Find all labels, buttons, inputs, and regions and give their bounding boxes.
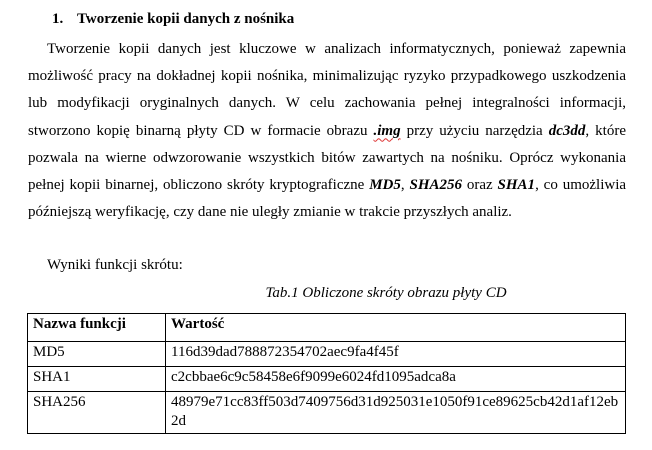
table-row [28,367,626,392]
function-name-cell: MD5 [28,342,166,367]
sha256-term: SHA256 [409,177,462,194]
section-title: Tworzenie kopii danych z nośnika [77,11,295,27]
image-format-term: .img [373,122,401,139]
table-row [28,392,626,434]
hash-value-cell: 48979e71cc83ff503d7409756d31d925031e1050f91ce89625cb42d1af12eb2d [166,392,626,434]
para-text-5: , co umożliwia późniejszą weryfikację, czy dane nie uległy zmianie w trakcie przyszłych analiz. [28,177,627,221]
para-text-3: , które pozwala na wierne odwzorowanie wszystkich bitów zawartych na nośniku. Oprócz wykonania pełnej kopii binarnej, obliczono skróty kryptograficzne [28,122,626,194]
para-text-1: Tworzenie kopii danych jest kluczowe w analizach informatycznych, ponieważ zapewnia możliwość pracy na dokładnej kopii nośnika, minimalizując ryzyko przypadkowego uszkodzenia lub modyfikacji oryginalnych danych. W celu zachowania pełnej integralności informacji, stworzono kopię binarną płyty CD w formacie obrazu [28,41,626,139]
tool-name-term: dc3dd [548,122,586,139]
para-separator: , [400,177,410,194]
para-text-4: oraz [462,177,498,194]
function-name-cell: SHA1 [28,367,166,392]
para-text-2: przy użyciu narzędzia [400,122,549,139]
hash-table [27,313,626,434]
header-function-name: Nazwa funkcji [28,314,166,342]
function-name-cell: SHA256 [28,392,166,434]
table-header-row [28,314,626,342]
sha1-term: SHA1 [497,177,536,194]
hash-value-cell: 116d39dad788872354702aec9fa4f45f [166,342,626,367]
md5-term: MD5 [369,177,401,194]
table-caption: Tab.1 Obliczone skróty obrazu płyty CD [265,285,507,301]
section-number: 1. [52,11,64,27]
hash-value-cell: c2cbbae6c9c58458e6f9099e6024fd1095adca8a [166,367,626,392]
table-row [28,342,626,367]
results-intro: Wyniki funkcji skrótu: [47,257,183,273]
header-value: Wartość [166,314,626,342]
body-paragraph [28,36,626,226]
section-heading [52,11,294,28]
